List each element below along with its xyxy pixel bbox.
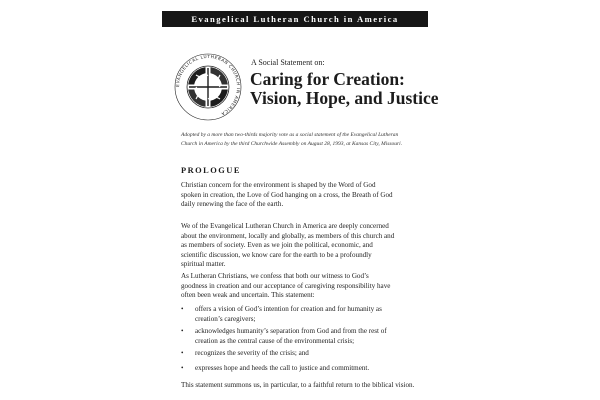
- paragraph-line: spoken in creation, the Love of God hanging on a cross, the Breath of God: [181, 190, 393, 199]
- list-item-line: acknowledges humanity’s separation from God and from the rest of: [195, 327, 387, 335]
- paragraph-line: Christian concern for the environment is shaped by the Word of God: [181, 181, 376, 189]
- elca-seal-icon: [174, 53, 242, 121]
- paragraph-1: [181, 181, 421, 210]
- paragraph-line: As Lutheran Christians, we confess that both our witness to God’s: [181, 272, 369, 280]
- list-item-line: creation’s caregivers;: [195, 314, 256, 323]
- bullet-icon: •: [181, 349, 184, 357]
- paragraph-line: This statement summons us, in particular, to a faithful return to the biblical vision.: [181, 381, 415, 389]
- bullet-icon: •: [181, 327, 184, 335]
- bullet-icon: •: [181, 305, 184, 313]
- list-item-line: offers a vision of God’s intention for creation and for humanity as: [195, 305, 382, 313]
- title-line-2: Vision, Hope, and Justice: [250, 88, 439, 108]
- paragraph-line: about the environment, locally and globally, as members of this church and: [181, 231, 395, 240]
- adoption-note-line: Church in America by the third Churchwide Assembly on August 28, 1993, at Kansas City, Missouri.: [181, 140, 403, 147]
- paragraph-2: [181, 222, 421, 270]
- list-item-line: creation as the central cause of the environmental crisis;: [195, 336, 355, 345]
- paragraph-line: daily renewing the face of the earth.: [181, 200, 284, 208]
- paragraph-line: as members of society. Even as we join the political, economic, and: [181, 241, 373, 249]
- paragraph-line: often been weak and uncertain. This statement:: [181, 291, 315, 299]
- list-item-line: expresses hope and heeds the call to justice and commitment.: [195, 364, 370, 372]
- adoption-note-line: Adopted by a more than two-thirds majority vote as a social statement of the Evangelical Lutheran: [181, 132, 399, 138]
- header-banner: Evangelical Lutheran Church in America: [162, 11, 428, 27]
- paragraph-3: [181, 272, 421, 301]
- paragraph-line: spiritual matter.: [181, 260, 226, 268]
- paragraph-line: scientific discussion, we know care for the earth to be a profoundly: [181, 250, 372, 259]
- statement-eyebrow: A Social Statement on:: [251, 58, 325, 67]
- seal-ring-text: EVANGELICAL LUTHERAN CHURCH IN AMERICA: [175, 54, 241, 116]
- closing-paragraph: [181, 381, 421, 391]
- title-line-1: Caring for Creation:: [250, 69, 405, 89]
- paragraph-line: goodness in creation and our acceptance of caregiving responsibility have: [181, 281, 391, 290]
- list-item-line: recognizes the severity of the crisis; and: [195, 349, 309, 357]
- document-title: [250, 70, 438, 108]
- paragraph-line: We of the Evangelical Lutheran Church in America are deeply concerned: [181, 222, 389, 230]
- section-heading-prologue: PROLOGUE: [181, 166, 241, 175]
- bullet-icon: •: [181, 364, 184, 372]
- adoption-note: [181, 131, 423, 148]
